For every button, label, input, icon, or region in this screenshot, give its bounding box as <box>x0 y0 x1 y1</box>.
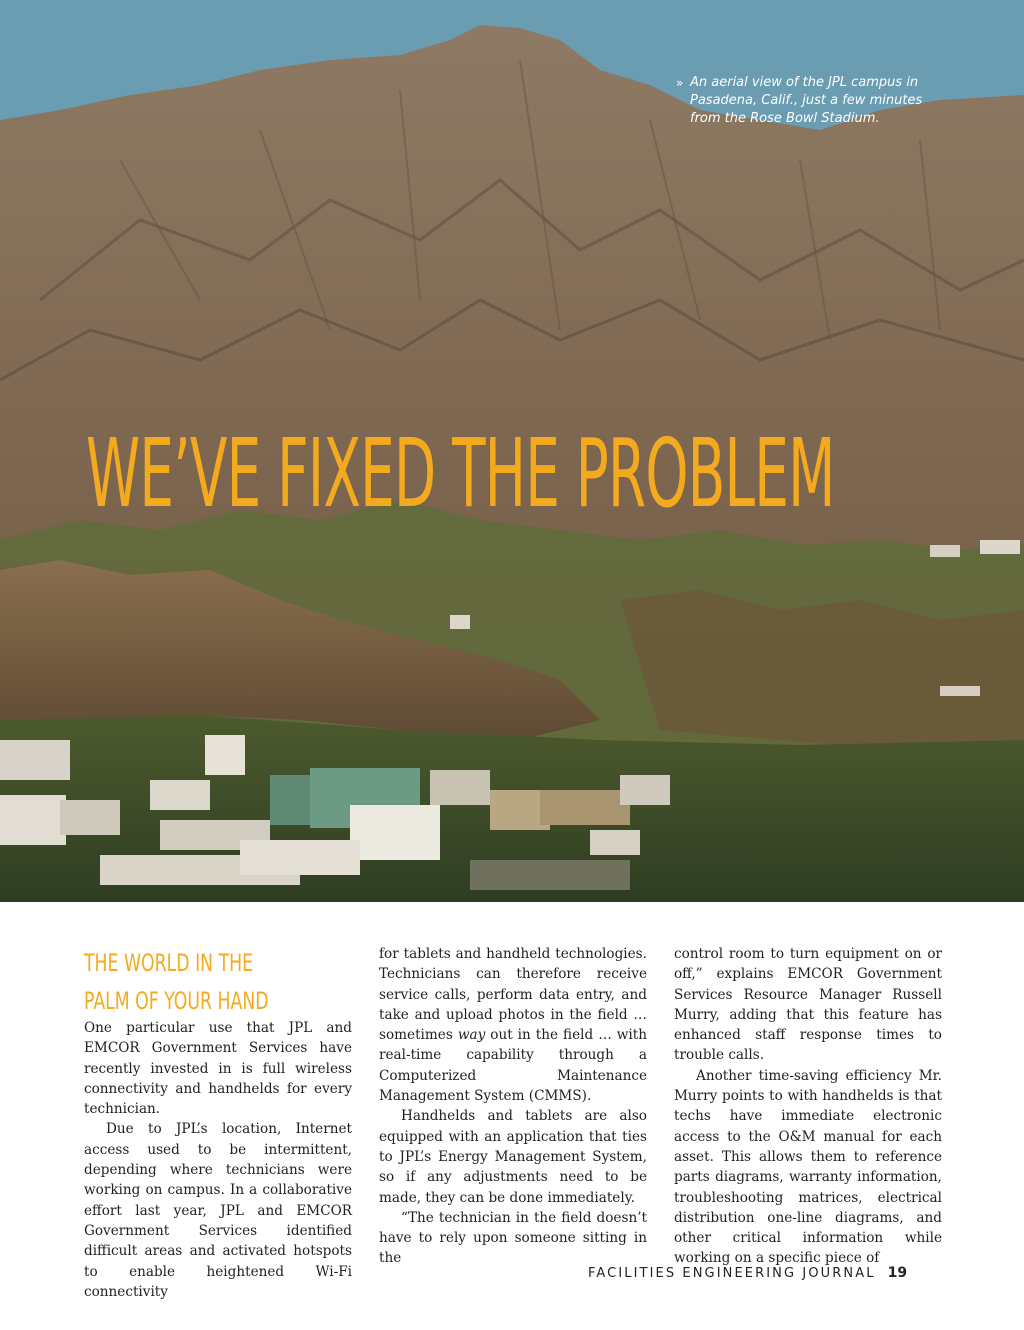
page-number: 19 <box>887 1265 908 1281</box>
photo-caption <box>676 74 946 128</box>
headline: WE’VE FIXED THE PROBLEM <box>86 418 835 530</box>
article-column-3 <box>674 944 942 1269</box>
paragraph: One particular use that JPL and EMCOR Government Services have recently invested in is full wireless connectivity and handhelds for every technician. <box>84 1020 352 1118</box>
paragraph <box>379 944 647 1106</box>
publication-name: FACILITIES ENGINEERING JOURNAL <box>588 1266 876 1281</box>
double-chevron-down-icon: » <box>676 76 684 90</box>
subheading-line-1: THE WORLD IN THE <box>84 949 254 977</box>
paragraph: Handhelds and tablets are also equipped with an application that ties to JPL’s Energy Management System, so if any adjustments need to be made, they can be done immediately. <box>379 1108 647 1206</box>
paragraph: control room to turn equipment on or off,” explains EMCOR Government Services Resource Manager Russell Murry, adding that this feature has enhanced staff response times to trouble calls. <box>674 946 942 1064</box>
article-column-2 <box>379 944 647 1269</box>
paragraph: Another time-saving efficiency Mr. Murry points to with handhelds is that techs have immediate electronic access to the O&M manual for each asset. This allows them to reference parts diagrams, warranty information, troubleshooting matrices, electrical distribution one-line diagrams, and other critical information while working on a specific piece of <box>674 1067 942 1267</box>
subheading-line-2: PALM OF YOUR HAND <box>84 987 269 1015</box>
article-column-1 <box>84 944 352 1302</box>
paragraph: Due to JPL’s location, Internet access used to be intermittent, depending where technicians were working on campus. In a collaborative effort last year, JPL and EMCOR Government Services identified difficult areas and activated hotspots to enable heightened Wi-Fi connectivity <box>84 1121 352 1300</box>
emphasis-text: way <box>457 1027 486 1044</box>
photo-caption-text: An aerial view of the JPL campus in Pasadena, Calif., just a few minutes from the Rose Bowl Stadium. <box>690 75 923 126</box>
paragraph-text: for tablets and handheld technologies. Technicians can therefore receive service calls, perform data entry, and take and upload photos in the field … sometimes <box>379 946 647 1044</box>
paragraph: “The technician in the field doesn’t have to rely upon someone sitting in the <box>379 1209 647 1267</box>
paragraph-text: out in the field … with real-time capability through a Computerized Maintenance Management System (CMMS). <box>379 1027 647 1105</box>
page-footer <box>588 1265 907 1281</box>
subheading <box>84 944 277 1020</box>
